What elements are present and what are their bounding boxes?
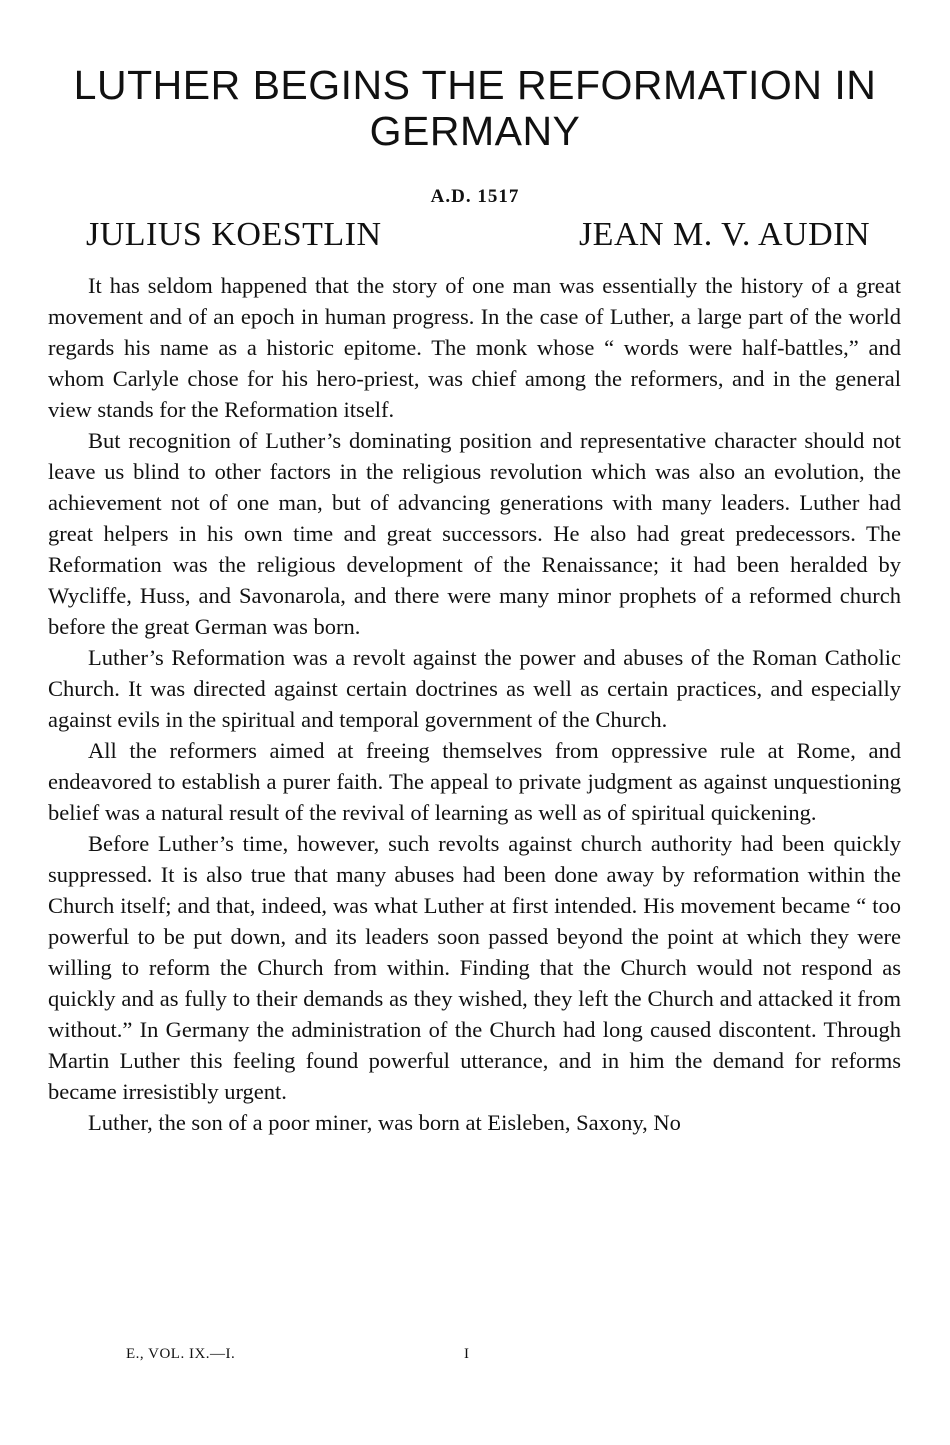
author-left: JULIUS KOESTLIN	[86, 216, 382, 253]
title-line-1: LUTHER BEGINS THE REFORMATION IN	[73, 62, 877, 108]
paragraph: Before Luther’s time, however, such revolts against church authority had been quickly suppressed. It is also true that many abuses had been done away by reformation within the Church itself; and that, indeed, was what Luther at first intended. His movement became “ too powerful to be put down, and its leaders soon passed beyond the point at which they were willing to reform the Church from within. Finding that the Church would not respond as quickly and as fully to their demands as they wished, they left the Church and attacked it from without.” In Germany the administration of the Church had long caused discontent. Through Martin Luther this feeling found powerful utterance, and in him the demand for reforms became irresistibly urgent.	[48, 831, 901, 1104]
title-line-2: GERMANY	[369, 108, 581, 154]
page-title	[60, 62, 890, 154]
paragraph: All the reformers aimed at freeing themselves from oppressive rule at Rome, and endeavored to establish a purer faith. The appeal to private judgment as against unquestioning belief was a natural result of the revival of learning as well as of spiritual quickening.	[48, 738, 901, 825]
footer-signature: E., VOL. IX.—I.	[126, 1346, 236, 1362]
body-text	[48, 270, 901, 1138]
paragraph: But recognition of Luther’s dominating position and representative character should not leave us blind to other factors in the religious revolution which was also an evolution, the achievement not of one man, but of advancing generations with many leaders. Luther had great helpers in his own time and great successors. He also had great predecessors. The Reformation was the religious development of the Renaissance; it had been heralded by Wycliffe, Huss, and Savonarola, and there were many minor prophets of a reformed church before the great German was born.	[48, 428, 901, 639]
paragraph: Luther’s Reformation was a revolt against the power and abuses of the Roman Catholic Church. It was directed against certain doctrines as well as certain practices, and especially against evils in the spiritual and temporal government of the Church.	[48, 645, 901, 732]
paragraph: Luther, the son of a poor miner, was born at Eisleben, Saxony, No	[88, 1110, 681, 1135]
date-line: A.D. 1517	[430, 186, 520, 207]
page-number: I	[464, 1346, 469, 1362]
author-right: JEAN M. V. AUDIN	[578, 216, 870, 253]
paragraph: It has seldom happened that the story of one man was essentially the history of a great movement and of an epoch in human progress. In the case of Luther, a large part of the world regards his name as a historic epitome. The monk whose “ words were half-battles,” and whom Carlyle chose for his hero-priest, was chief among the reformers, and in the general view stands for the Reformation itself.	[48, 273, 901, 422]
